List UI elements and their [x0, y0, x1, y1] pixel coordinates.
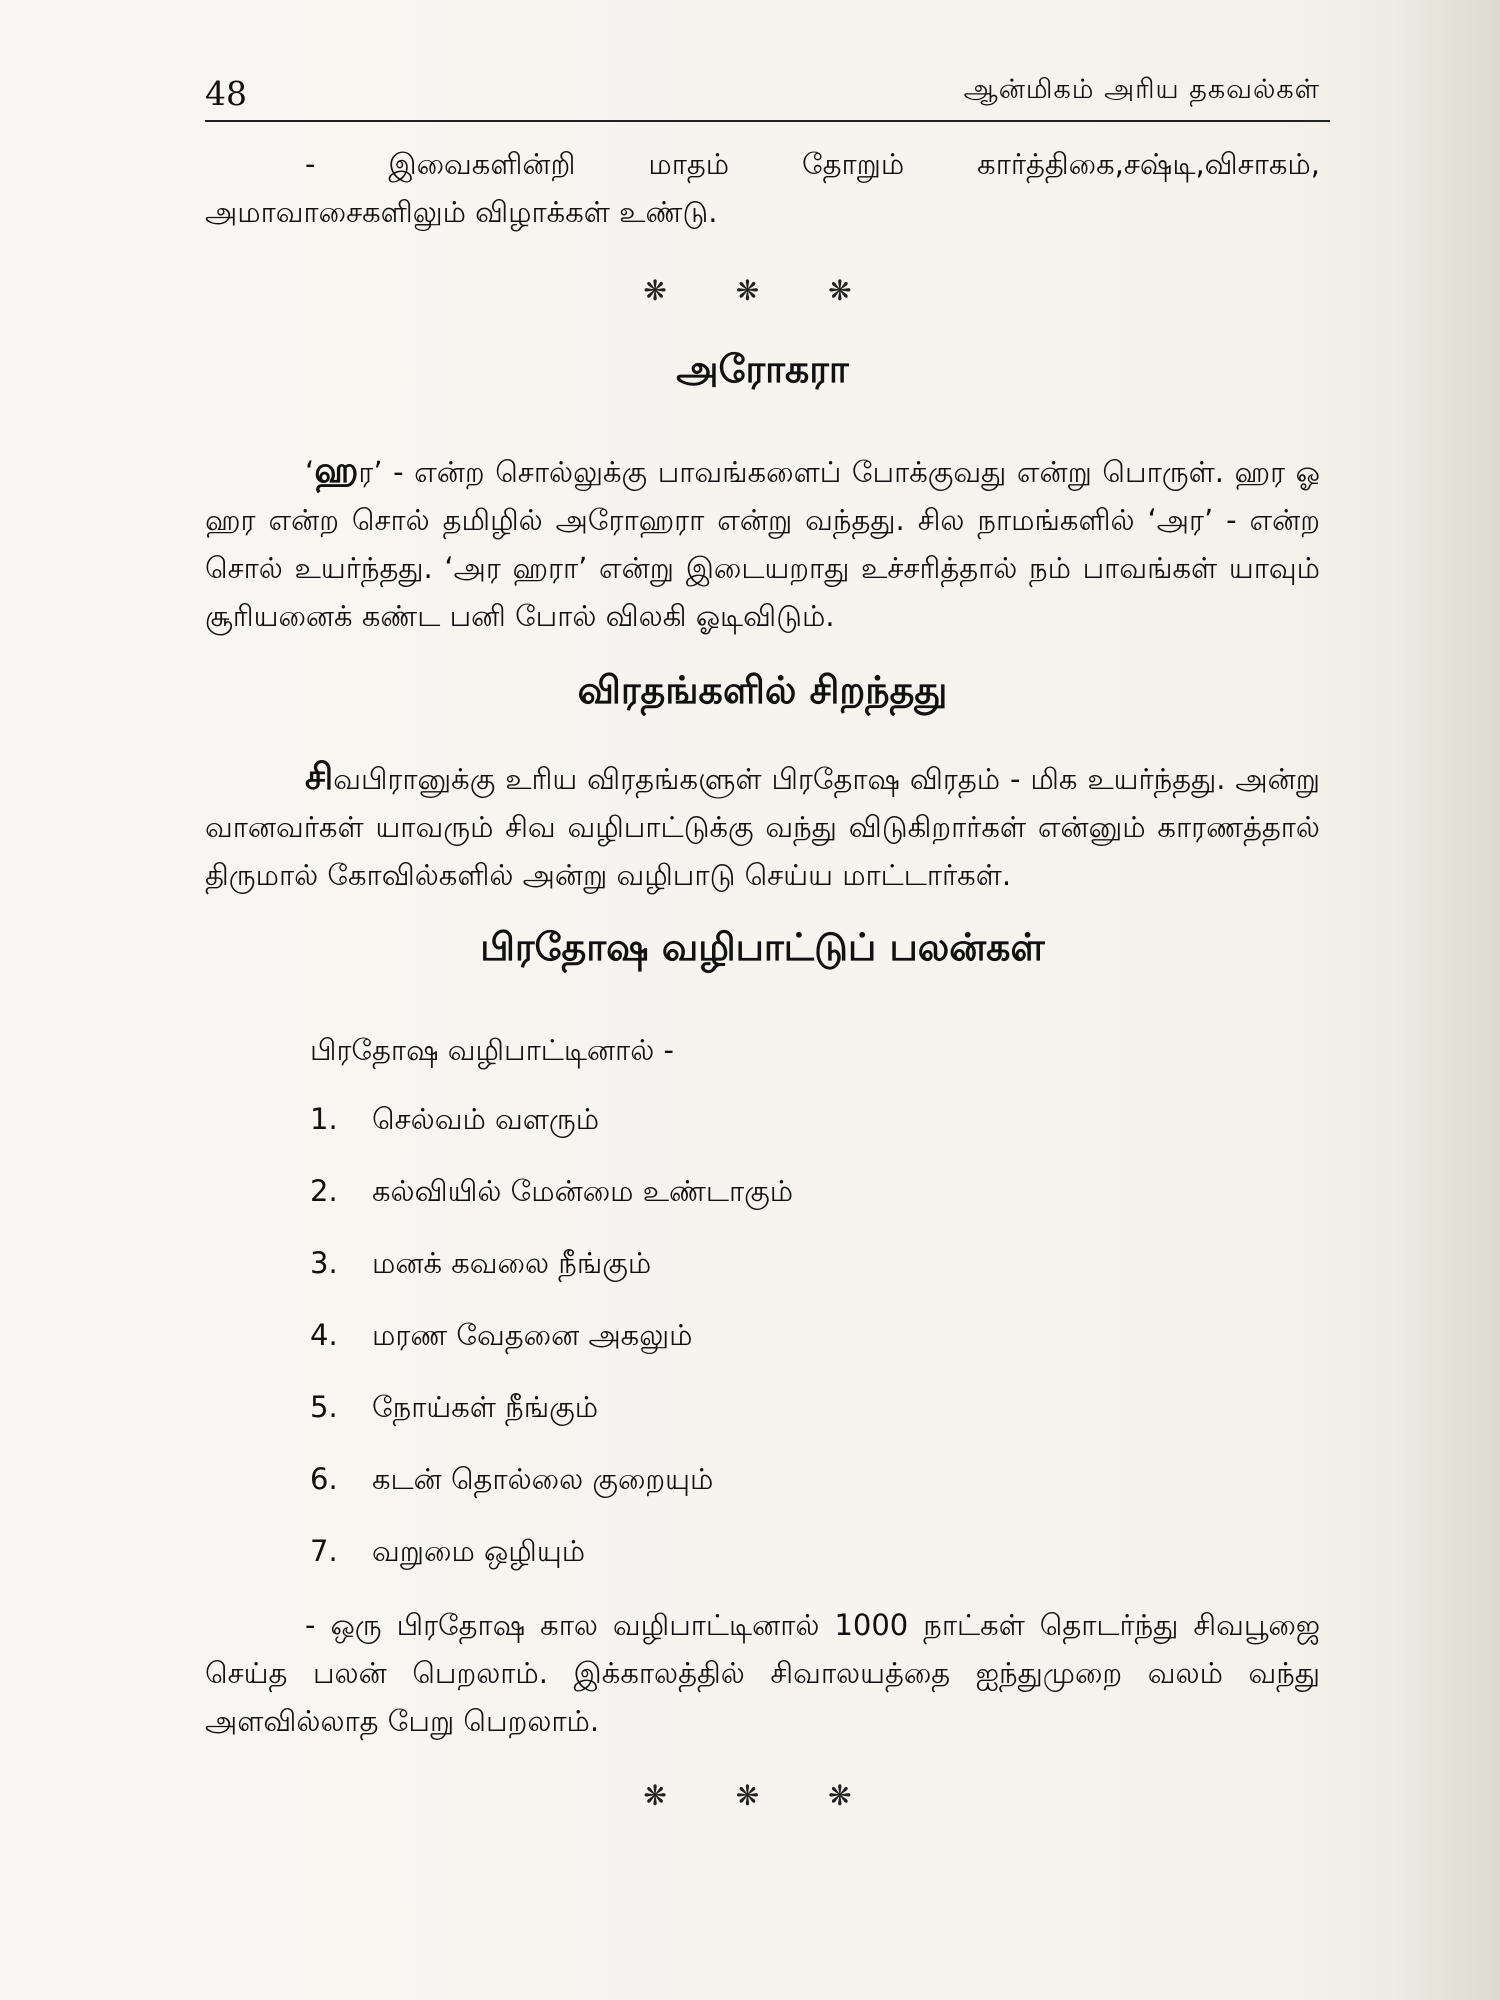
list-item-text: வறுமை ஒழியும் [372, 1534, 586, 1568]
open-quote: ‘ [305, 455, 315, 489]
section-title-viratham: விரதங்களில் சிறந்தது [577, 668, 948, 712]
list-item-text: மரண வேதனை அகலும் [372, 1318, 693, 1352]
list-item-text: கல்வியில் மேன்மை உண்டாகும் [372, 1174, 794, 1208]
list-item-text: செல்வம் வளரும் [372, 1102, 600, 1136]
list-item-text: நோய்கள் நீங்கும் [372, 1390, 599, 1424]
benefits-list [205, 1083, 1320, 1587]
page-number: 48 [205, 74, 247, 113]
closing-paragraph: - ஒரு பிரதோஷ கால வழிபாட்டினால் 1000 நாட்கள் தொடர்ந்து சிவபூஜை செய்த பலன் பெறலாம். இக்காலத்தில் சிவாலயத்தை ஐந்துமுறை வலம் வந்து அளவில்லாத பேறு பெறலாம். [205, 1608, 1320, 1738]
viratham-body: வபிரானுக்கு உரிய விரதங்களுள் பிரதோஷ விரதம் - மிக உயர்ந்தது. அன்று வானவர்கள் யாவரும் சிவ வழிபாட்டுக்கு வந்து விடுகிறார்கள் என்னும் காரணத்தால் திருமால் கோவில்களில் அன்று வழிபாடு செய்ய மாட்டார்கள். [205, 762, 1320, 892]
arogara-body: ர’ - என்ற சொல்லுக்கு பாவங்களைப் போக்குவது என்று பொருள். ஹர ஓ ஹர என்ற சொல் தமிழில் அரோஹரா என்று வந்தது. சில நாமங்களில் ‘அர’ - என்ற சொல் உயர்ந்தது. ‘அர ஹரா’ என்று இடையறாது உச்சரித்தால் நம் பாவங்கள் யாவும் சூரியனைக் கண்ட பனி போல் விலகி ஓடிவிடும். [205, 455, 1320, 633]
list-item [310, 1371, 1320, 1443]
list-item [310, 1083, 1320, 1155]
list-item-number: 1. [310, 1102, 338, 1136]
header-rule [205, 120, 1330, 122]
list-item-number: 5. [310, 1390, 338, 1424]
arogara-paragraph [205, 447, 1320, 640]
viratham-paragraph [205, 754, 1320, 899]
list-item [310, 1443, 1320, 1515]
list-item-number: 6. [310, 1462, 338, 1496]
list-item [310, 1299, 1320, 1371]
separator-stars-bottom: ❋ ❋ ❋ [643, 1779, 882, 1812]
page-header [205, 60, 1320, 120]
list-item [310, 1515, 1320, 1587]
list-item [310, 1155, 1320, 1227]
page-edge-shadow [1390, 0, 1500, 2000]
intro-paragraph: - இவைகளின்றி மாதம் தோறும் கார்த்திகை,சஷ்டி,விசாகம், அமாவாசைகளிலும் விழாக்கள் உண்டு. [205, 147, 1320, 229]
list-item-text: கடன் தொல்லை குறையும் [372, 1462, 714, 1496]
running-title: ஆன்மிகம் அரிய தகவல்கள் [963, 74, 1320, 105]
dropcap-ha: ஹ [314, 450, 359, 491]
separator-stars: ❋ ❋ ❋ [643, 274, 882, 307]
list-item-text: மனக் கவலை நீங்கும் [372, 1246, 652, 1280]
benefits-intro: பிரதோஷ வழிபாட்டினால் - [310, 1033, 674, 1067]
list-item-number: 3. [310, 1246, 338, 1280]
list-item-number: 7. [310, 1534, 338, 1568]
dropcap-si: சி [305, 757, 334, 798]
list-item-number: 2. [310, 1174, 338, 1208]
list-item [310, 1227, 1320, 1299]
section-title-pradosha: பிரதோஷ வழிபாட்டுப் பலன்கள் [480, 925, 1045, 969]
page-content [205, 140, 1320, 1812]
section-title-arogara: அரோகரா [676, 347, 849, 391]
list-item-number: 4. [310, 1318, 338, 1352]
